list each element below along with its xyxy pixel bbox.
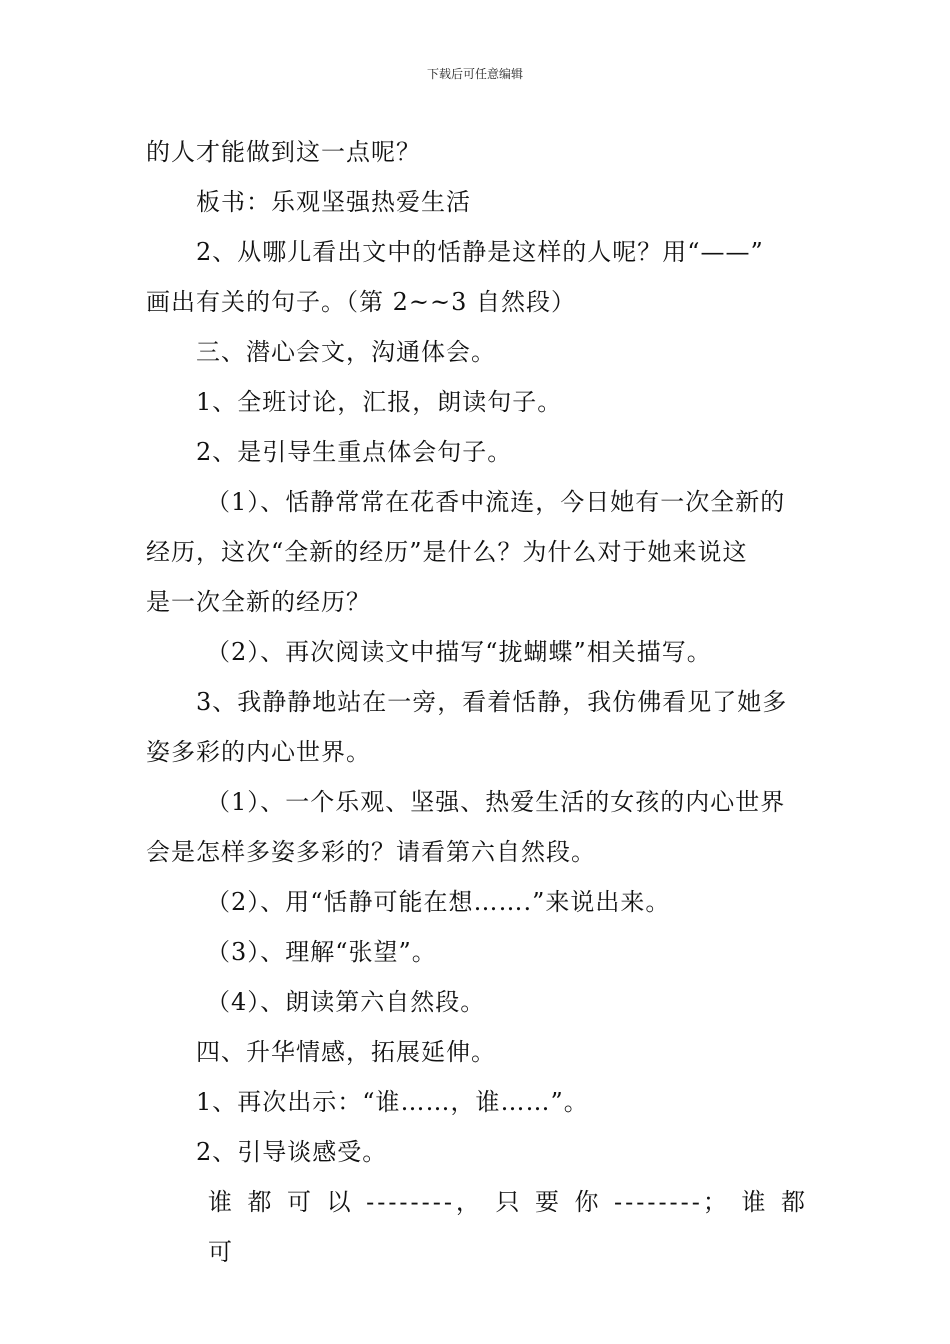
fill-in-blank-line: 谁 都 可 以 --------， 只 要 你 --------； 谁 都 可 — [208, 1188, 808, 1266]
text-line: 的人才能做到这一点呢？ — [146, 138, 421, 166]
text-line: （4）、朗读第六自然段。 — [206, 988, 486, 1016]
text-line: 1、全班讨论，汇报，朗读句子。 — [196, 388, 563, 416]
section-heading: 四、升华情感，拓展延伸。 — [196, 1038, 496, 1066]
text-line: 姿多彩的内心世界。 — [146, 738, 371, 766]
page-header-note: 下载后可任意编辑 — [426, 67, 523, 81]
text-line: （1）、一个乐观、坚强、热爱生活的女孩的内心世界 — [206, 788, 786, 816]
text-line: 经历，这次“全新的经历”是什么？为什么对于她来说这 — [146, 538, 748, 566]
text-line: （2）、用“恬静可能在想…….”来说出来。 — [206, 888, 671, 916]
document-body — [146, 127, 808, 1266]
text-line: （3）、理解“张望”。 — [206, 938, 437, 966]
text-line: 板书：乐观坚强热爱生活 — [196, 188, 471, 216]
text-line: 2、引导谈感受。 — [196, 1138, 388, 1166]
text-line: （2）、再次阅读文中描写“拢蝴蝶”相关描写。 — [206, 638, 712, 666]
text-line: 会是怎样多姿多彩的？请看第六自然段。 — [146, 838, 596, 866]
text-line: 2、从哪儿看出文中的恬静是这样的人呢？用“——” — [196, 238, 764, 266]
text-line: （1）、恬静常常在花香中流连，今日她有一次全新的 — [206, 488, 786, 516]
section-heading: 三、潜心会文，沟通体会。 — [196, 338, 496, 366]
text-line: 3、我静静地站在一旁，看着恬静，我仿佛看见了她多 — [196, 688, 788, 716]
text-line: 2、是引导生重点体会句子。 — [196, 438, 513, 466]
text-line: 1、再次出示：“谁……，谁……”。 — [196, 1088, 589, 1116]
text-line: 画出有关的句子。（第 2~~3 自然段） — [146, 288, 577, 316]
text-line: 是一次全新的经历？ — [146, 588, 371, 616]
